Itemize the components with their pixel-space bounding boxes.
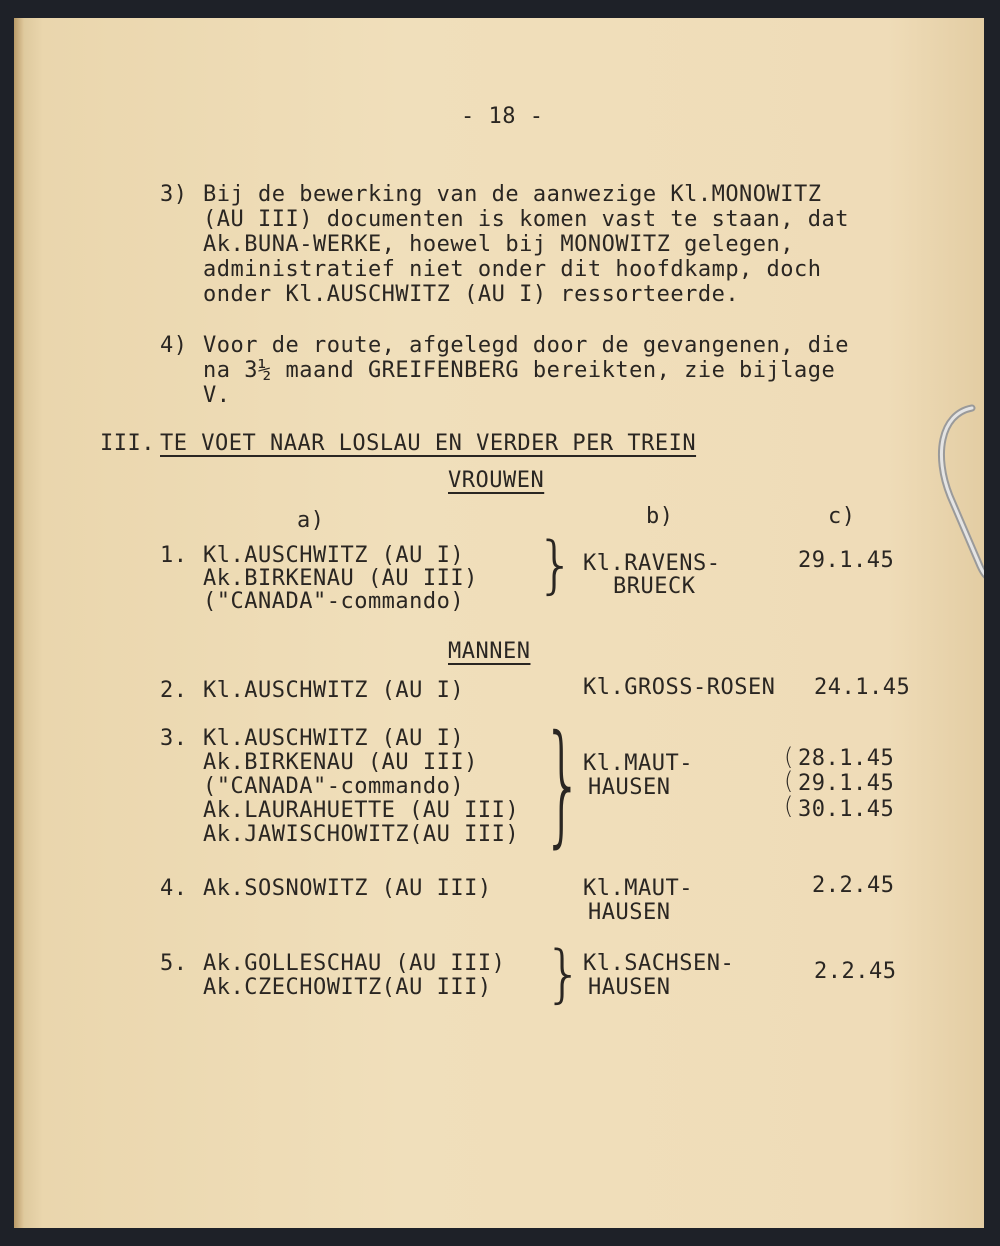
column-b-label: b): [646, 504, 674, 529]
entry-camp: Ak.SOSNOWITZ (AU III): [203, 876, 492, 901]
entry-date: 24.1.45: [814, 675, 911, 700]
entry-number: 1.: [160, 543, 188, 568]
entry-number: 5.: [160, 951, 188, 976]
entry-destination: Kl.GROSS-ROSEN: [583, 675, 776, 700]
entry-camp: ("CANADA"-commando): [203, 589, 465, 614]
entry-camp: Ak.GOLLESCHAU (AU III): [203, 951, 506, 976]
entry-destination: BRUECK: [613, 574, 696, 599]
entry-destination: Kl.RAVENS-: [583, 551, 721, 576]
entry-camp: Kl.AUSCHWITZ (AU I): [203, 543, 465, 568]
paragraph-4-line: na 3½ maand GREIFENBERG bereikten, zie bijlage: [203, 358, 836, 383]
paragraph-4-number: 4): [160, 333, 188, 358]
column-c-label: c): [828, 504, 856, 529]
brace: }: [536, 528, 576, 601]
paragraph-3-line: (AU III) documenten is komen vast te staan, dat: [203, 207, 850, 232]
entry-date: 2.2.45: [812, 873, 895, 898]
paragraph-3-line: Ak.BUNA-WERKE, hoewel bij MONOWITZ gelegen,: [203, 232, 795, 257]
entry-destination: Kl.MAUT-: [583, 876, 693, 901]
entry-destination: Kl.SACHSEN-: [583, 951, 735, 976]
small-brace: (: [784, 767, 794, 795]
entry-number: 4.: [160, 876, 188, 901]
binding-gutter: [14, 18, 24, 1228]
entry-camp: Kl.AUSCHWITZ (AU I): [203, 726, 465, 751]
entry-date: 28.1.45: [798, 746, 895, 771]
section-title: TE VOET NAAR LOSLAU EN VERDER PER TREIN: [160, 431, 697, 456]
entry-destination: HAUSEN: [588, 975, 671, 1000]
brace: }: [542, 707, 584, 861]
column-a-label: a): [297, 508, 325, 533]
entry-camp: Ak.BIRKENAU (AU III): [203, 566, 478, 591]
paragraph-4-line: Voor de route, afgelegd door de gevangenen, die: [203, 333, 850, 358]
paper-clip-icon: [932, 396, 984, 596]
entry-camp: Ak.BIRKENAU (AU III): [203, 750, 478, 775]
entry-destination: HAUSEN: [588, 900, 671, 925]
small-brace: (: [784, 743, 794, 771]
entry-camp: Kl.AUSCHWITZ (AU I): [203, 678, 465, 703]
entry-camp: Ak.JAWISCHOWITZ(AU III): [203, 822, 520, 847]
paragraph-3-number: 3): [160, 182, 188, 207]
entry-date: 29.1.45: [798, 771, 895, 796]
entry-number: 3.: [160, 726, 188, 751]
entry-date: 30.1.45: [798, 797, 895, 822]
section-number: III.: [100, 431, 155, 456]
entry-camp: ("CANADA"-commando): [203, 774, 465, 799]
entry-number: 2.: [160, 678, 188, 703]
paragraph-4-line: V.: [203, 383, 231, 408]
paragraph-3-line: administratief niet onder dit hoofdkamp, doch: [203, 257, 822, 282]
document-page: [14, 18, 984, 1228]
entry-destination: Kl.MAUT-: [583, 751, 693, 776]
small-brace: (: [784, 792, 794, 820]
entry-camp: Ak.LAURAHUETTE (AU III): [203, 798, 520, 823]
entry-destination: HAUSEN: [588, 775, 671, 800]
brace: }: [544, 937, 584, 1010]
entry-date: 29.1.45: [798, 548, 895, 573]
paragraph-3-line: Bij de bewerking van de aanwezige Kl.MONOWITZ: [203, 182, 822, 207]
mannen-heading: MANNEN: [448, 639, 531, 664]
page-number: - 18 -: [461, 104, 544, 129]
entry-date: 2.2.45: [814, 959, 897, 984]
vrouwen-heading: VROUWEN: [448, 468, 545, 493]
entry-camp: Ak.CZECHOWITZ(AU III): [203, 975, 492, 1000]
paragraph-3-line: onder Kl.AUSCHWITZ (AU I) ressorteerde.: [203, 282, 740, 307]
